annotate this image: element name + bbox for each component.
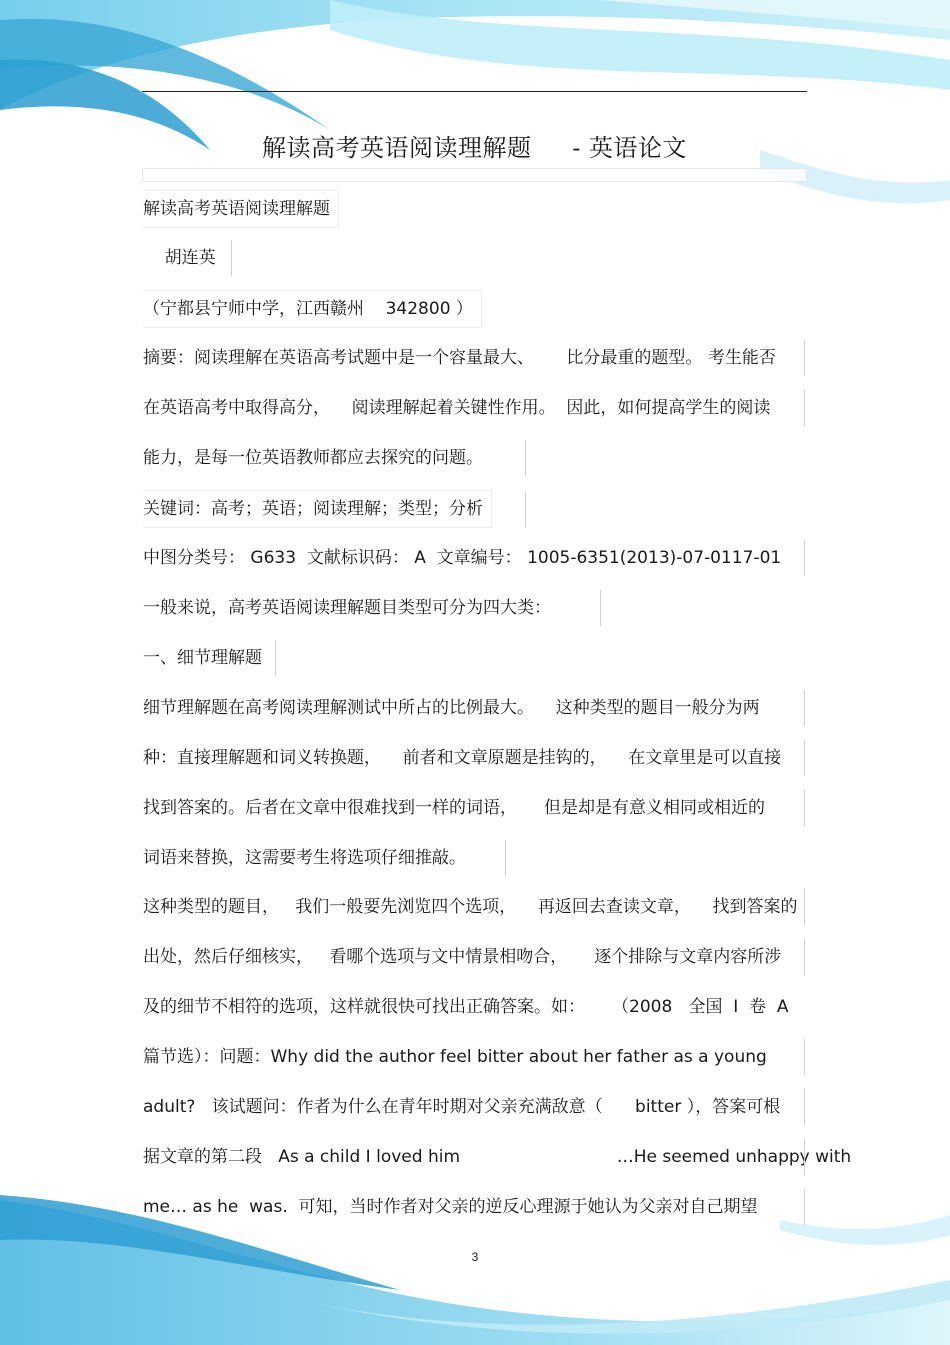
- body-line-1: 一般来说，高考英语阅读理解题目类型可分为四大类：: [143, 590, 551, 626]
- body-line-3: 种：直接理解题和词义转换题， 前者和文章原题是挂钩的， 在文章里是可以直接: [143, 740, 781, 776]
- body-line-12: me… as he was. 可知，当时作者对父亲的逆反心理源于她认为父亲对自己期望: [143, 1189, 758, 1225]
- body-line-4: 找到答案的。后者在文章中很难找到一样的词语， 但是却是有意义相同或相近的: [143, 790, 765, 826]
- affiliation-line: （宁都县宁师中学，江西赣州 342800 ）: [143, 290, 482, 328]
- section-heading: 一、细节理解题: [143, 640, 262, 676]
- body-line-2: 细节理解题在高考阅读理解测试中所占的比例最大。 这种类型的题目一般分为两: [143, 690, 760, 726]
- author-line: 胡连英: [143, 240, 216, 276]
- body-line-6: 这种类型的题目， 我们一般要先浏览四个选项， 再返回去查读文章， 找到答案的: [143, 889, 797, 925]
- body-line-10: adult? 该试题问：作者为什么在青年时期对父亲充满敌意（ bitter ），答案可根: [143, 1089, 780, 1125]
- keywords-line: 关键词：高考；英语；阅读理解；类型；分析: [143, 490, 492, 528]
- classification-line: 中图分类号： G633 文献标识码： A 文章编号： 1005-6351(2013)-07-0117-01: [143, 540, 781, 576]
- subtitle-line: 解读高考英语阅读理解题: [143, 190, 339, 228]
- body-line-8: 及的细节不相符的选项，这样就很快可找出正确答案。如： （2008 全国 I 卷 A: [143, 997, 789, 1017]
- body-line-11: 据文章的第二段 As a child I loved him …He seemed unhappy with: [143, 1139, 851, 1175]
- abstract-line-1: 摘要：阅读理解在英语高考试题中是一个容量最大、 比分最重的题型。 考生能否: [143, 340, 776, 376]
- title-underline-box: [142, 168, 807, 182]
- body-line-5: 词语来替换，这需要考生将选项仔细推敲。: [143, 840, 466, 876]
- abstract-line-2: 在英语高考中取得高分， 阅读理解起着关键性作用。 因此，如何提高学生的阅读: [143, 390, 770, 426]
- page-number: 3: [471, 1250, 479, 1264]
- body-line-7: 出处，然后仔细核实， 看哪个选项与文中情景相吻合， 逐个排除与文章内容所涉: [143, 939, 781, 975]
- document-title: 解读高考英语阅读理解题 - 英语论文: [262, 134, 687, 162]
- header-rule: [142, 91, 807, 92]
- body-line-9: 篇节选）：问题：Why did the author feel bitter about her father as a young: [143, 1039, 767, 1075]
- abstract-line-3: 能力，是每一位英语教师都应去探究的问题。: [143, 440, 483, 476]
